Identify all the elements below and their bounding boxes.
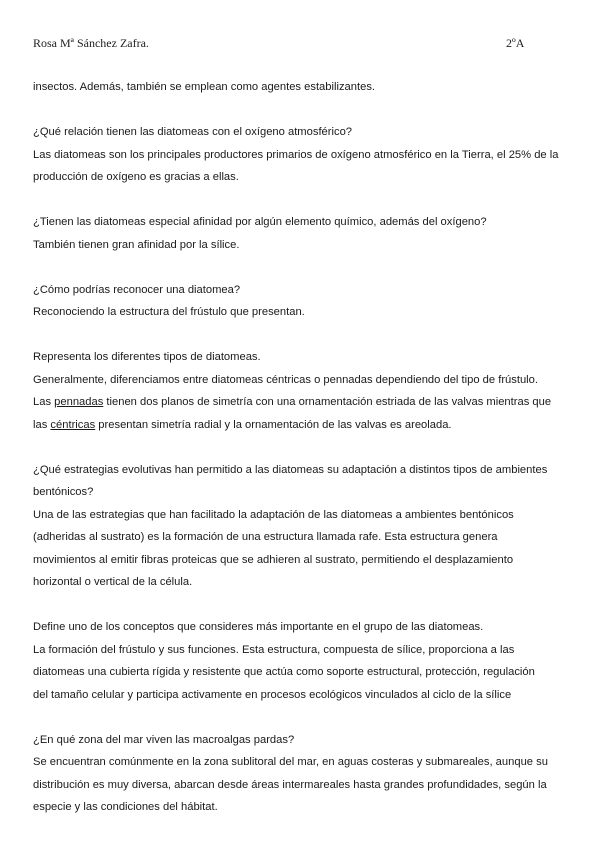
answer-line: Reconociendo la estructura del frústulo que presentan. bbox=[33, 306, 305, 318]
answer-line: distribución es muy diversa, abarcan desde áreas intermareales hasta grandes profundidades, según la bbox=[33, 778, 547, 791]
question-line: ¿Qué estrategias evolutivas han permitido a las diatomeas su adaptación a distintos tipos de ambientes bbox=[33, 463, 548, 476]
answer-line: producción de oxígeno es gracias a ellas. bbox=[33, 171, 239, 183]
answer-line: movimientos al emitir fibras proteicas que se adhieren al sustrato, permitiendo el desplazamiento bbox=[33, 553, 514, 566]
answer-line: especie y las condiciones del hábitat. bbox=[33, 801, 218, 813]
question-line: bentónicos? bbox=[33, 486, 94, 498]
header-group: 2ºA bbox=[506, 36, 525, 50]
text-span: tienen dos planos de simetría con una ornamentación estriada de las valvas mientras que bbox=[103, 396, 552, 408]
question-line: ¿Tienen las diatomeas especial afinidad por algún elemento químico, además del oxígeno? bbox=[33, 216, 487, 228]
answer-line: También tienen gran afinidad por la sílice. bbox=[33, 238, 240, 251]
answer-line: horizontal o vertical de la célula. bbox=[33, 576, 193, 588]
answer-line: diatomeas una cubierta rígida y resistente que actúa como soporte estructural, protección, regulación bbox=[33, 666, 535, 678]
answer-line bbox=[33, 391, 573, 414]
document-body bbox=[33, 76, 573, 819]
question-line: Representa los diferentes tipos de diatomeas. bbox=[33, 351, 261, 363]
answer-line: Se encuentran comúnmente en la zona sublitoral del mar, en aguas costeras y submareales, aunque su bbox=[33, 756, 548, 768]
underlined-term-centricas: céntricas bbox=[50, 418, 96, 431]
answer-line bbox=[33, 414, 573, 437]
underlined-term-pennadas: pennadas bbox=[54, 396, 104, 408]
text-line: insectos. Además, también se emplean como agentes estabilizantes. bbox=[33, 81, 376, 93]
text-span: Las bbox=[33, 396, 55, 408]
question-line: ¿Qué relación tienen las diatomeas con el oxígeno atmosférico? bbox=[33, 126, 353, 138]
answer-line: (adheridas al sustrato) es la formación de una estructura llamada rafe. Esta estructura genera bbox=[33, 531, 498, 543]
answer-line: La formación del frústulo y sus funciones. Esta estructura, compuesta de sílice, proporciona a las bbox=[33, 643, 515, 656]
answer-line: Las diatomeas son los principales productores primarios de oxígeno atmosférico en la Tierra, el 25% de la bbox=[33, 148, 559, 161]
question-line: ¿Cómo podrías reconocer una diatomea? bbox=[33, 283, 241, 296]
header-author: Rosa Mª Sánchez Zafra. bbox=[33, 36, 149, 50]
answer-line: del tamaño celular y participa activamente en procesos ecológicos vinculados al ciclo de la sílice bbox=[33, 688, 512, 701]
question-line: ¿En qué zona del mar viven las macroalgas pardas? bbox=[33, 733, 295, 746]
answer-line: Una de las estrategias que han facilitado la adaptación de las diatomeas a ambientes bentónicos bbox=[33, 508, 514, 521]
answer-line: Generalmente, diferenciamos entre diatomeas céntricas o pennadas dependiendo del tipo de frústulo. bbox=[33, 373, 538, 386]
text-span: las bbox=[33, 418, 51, 431]
text-span: presentan simetría radial y la ornamentación de las valvas es areolada. bbox=[95, 418, 452, 431]
question-line: Define uno de los conceptos que consideres más importante en el grupo de las diatomeas. bbox=[33, 621, 484, 633]
